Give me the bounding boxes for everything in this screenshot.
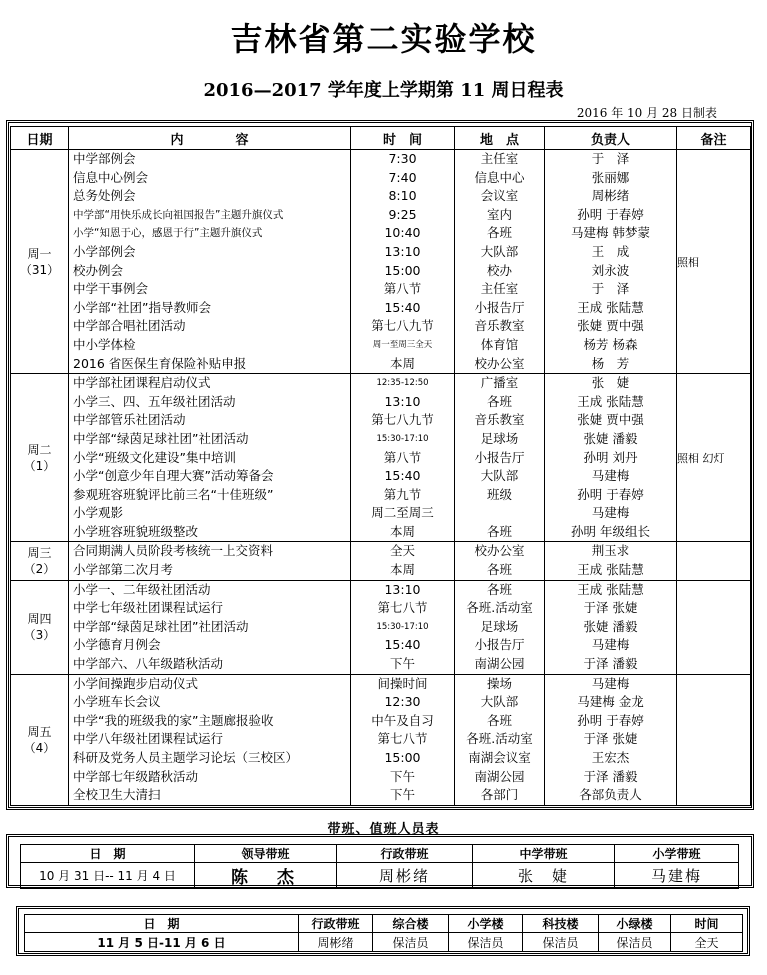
entry-person: 王成 张陆慧 [577,581,644,597]
entry-content: 中小学体检 [73,336,136,352]
weekend-header-tech-building: 科技楼 [523,915,599,933]
day-note: 照相 [677,150,751,374]
entry-person: 马建梅 韩梦蒙 [571,225,650,241]
entry-time: 15:00 [384,750,421,765]
day-note [677,580,751,674]
day-cell [11,542,69,580]
weekend-table [24,914,743,952]
entry-time: 全天 [389,543,415,559]
entry-place: 各部门 [480,787,519,803]
entry-time: 第八节 [383,449,422,465]
entry-person: 王宏杰 [591,750,630,765]
entry-place: 音乐教室 [474,412,525,428]
entry-person: 张丽娜 [591,169,630,185]
entry-person: 于泽 潘毅 [583,656,638,672]
duty-middle: 张 婕 [473,863,615,889]
entry-content: 小学班车长会议 [73,694,161,710]
column-time [351,580,455,674]
entry-time: 周二至周三 [371,505,434,521]
schedule-subtitle: 2016—2017 学年度上学期第 11 周日程表 [203,80,564,101]
entry-content: 中学部六、八年级踏秋活动 [73,656,224,672]
entry-time: 第九节 [383,486,422,502]
entry-time: 下午 [389,787,415,803]
day-date: （3） [23,628,56,643]
entry-content: 参观班容班貌评比前三名“十佳班级” [73,486,274,502]
entry-place: 校办公室 [474,543,525,559]
entry-place: 足球场 [480,618,519,634]
entry-content: 中学部社团课程启动仪式 [73,375,211,391]
entry-place: 信息中心 [474,169,525,185]
entry-content: 小学部第二次月考 [73,562,174,578]
entry-person: 各部负责人 [579,787,642,803]
duty-header-date: 日 期 [21,845,195,863]
day-name: 周三 [27,546,52,561]
weekend-time: 全天 [671,933,743,952]
day-cell [11,150,69,374]
entry-person: 王成 张陆慧 [577,299,644,315]
entry-content: 信息中心例会 [73,169,149,185]
entry-person: 于泽 潘毅 [583,768,638,784]
column-time [351,542,455,580]
entry-person: 于泽 张婕 [583,600,638,616]
column-content [69,580,351,674]
weekend-header-primary-building: 小学楼 [449,915,523,933]
column-content [69,150,351,374]
header-place: 地 点 [455,127,545,150]
entry-content: 中学部管乐社团活动 [73,412,186,428]
weekend-header-date: 日 期 [25,915,299,933]
entry-place: 音乐教室 [474,318,525,334]
entry-time: 10:40 [384,225,421,241]
entry-time: 7:30 [388,151,417,166]
day-date: （1） [23,458,56,473]
schedule-table [10,126,751,806]
entry-person: 张婕 贾中强 [577,412,644,428]
entry-time: 第七八九节 [371,318,434,334]
entry-content: 中学“我的班级我的家”主题廊报验收 [73,712,274,728]
duty-header-leader: 领导带班 [195,845,337,863]
column-place [455,542,545,580]
entry-time: 第七八节 [377,731,428,747]
entry-content: 中学部七年级踏秋活动 [73,768,199,784]
duty-table [20,844,739,889]
column-time [351,150,455,374]
entry-content: 小学德育月例会 [73,637,161,653]
entry-person: 于泽 张婕 [583,731,638,747]
duty-value-row [21,863,739,889]
day-note: 照相 幻灯 [677,374,751,542]
entry-time: 12:30 [384,694,421,710]
column-time [351,674,455,805]
weekend-header-complex: 综合楼 [373,915,449,933]
entry-content: 总务处例会 [73,188,136,204]
entry-place: 小报告厅 [474,637,525,653]
entry-person: 马建梅 [591,505,630,521]
header-person: 负责人 [545,127,677,150]
entry-place: 大队部 [480,694,519,710]
weekend-admin: 周彬绪 [299,933,373,952]
schedule-header-row [11,127,751,150]
entry-person: 王成 张陆慧 [577,562,644,578]
entry-content: 小学部“社团”指导教师会 [73,299,211,315]
entry-person: 刘永波 [591,262,630,278]
entry-time: 第七八节 [377,600,428,616]
entry-content: 中学部例会 [73,151,136,166]
entry-place: 班级 [486,486,512,502]
entry-time: 间操时间 [377,675,428,691]
entry-place: 主任室 [480,151,519,166]
entry-person: 孙明 于春婷 [577,486,644,502]
entry-place: 各班.活动室 [466,731,533,747]
column-place [455,674,545,805]
entry-time: 第八节 [383,281,422,297]
entry-time: 15:30-17:10 [376,433,429,444]
day-note [677,674,751,805]
weekend-header-time: 时间 [671,915,743,933]
day-cell [11,674,69,805]
entry-content: 中学部合唱社团活动 [73,318,186,334]
entry-place: 体育馆 [480,336,519,352]
day-date: （31） [19,262,60,277]
entry-person: 周彬绪 [591,188,630,204]
day-row [11,374,751,542]
duty-leader: 陈 杰 [195,863,337,889]
duty-header-primary: 小学带班 [615,845,739,863]
entry-content: 中学干事例会 [73,281,149,297]
column-person [545,674,677,805]
entry-content: 中学部“绿茵足球社团”社团活动 [73,618,249,634]
entry-content: 小学三、四、五年级社团活动 [73,393,236,409]
entry-place: 各班 [486,225,512,241]
entry-person: 马建梅 金龙 [577,694,644,710]
duty-header-middle: 中学带班 [473,845,615,863]
schedule-body [11,150,751,806]
day-name: 周一 [27,246,52,261]
entry-time: 本周 [389,355,415,371]
entry-place: 小报告厅 [474,449,525,465]
entry-person: 马建梅 [591,675,630,691]
entry-time: 13:10 [384,581,421,597]
entry-content: 中学部“绿茵足球社团”社团活动 [73,430,249,446]
entry-place: 各班 [486,562,512,578]
entry-person: 孙明 刘丹 [583,449,638,465]
day-row [11,674,751,805]
entry-place: 会议室 [480,188,519,204]
entry-content: 小学“知恩于心，感恩于行”主题升旗仪式 [73,227,263,240]
entry-content: 小学部例会 [73,243,136,259]
entry-person: 杨 芳 [591,355,630,371]
entry-place: 各班.活动室 [466,600,533,616]
column-place [455,580,545,674]
entry-content: 2016 省医保生育保险补贴申报 [73,355,247,371]
column-content [69,374,351,542]
entry-person: 孙明 于春婷 [577,206,644,222]
entry-time: 本周 [389,523,415,539]
entry-time: 15:30-17:10 [376,621,429,632]
entry-person: 马建梅 [591,468,630,484]
entry-place: 大队部 [480,243,519,259]
day-cell [11,580,69,674]
entry-time: 第七八九节 [371,412,434,428]
duty-date: 10 月 31 日-- 11 月 4 日 [21,863,195,889]
entry-place: 室内 [486,206,512,222]
day-cell [11,374,69,542]
entry-content: 全校卫生大清扫 [73,787,161,803]
entry-person: 张婕 潘毅 [583,430,638,446]
day-name: 周五 [27,724,52,739]
entry-place: 各班 [486,581,512,597]
weekend-primary-building: 保洁员 [449,933,523,952]
day-name: 周二 [27,442,52,457]
entry-time: 12:35-12:50 [376,378,429,389]
entry-place [455,504,544,523]
day-date: （2） [23,562,56,577]
entry-time: 9:25 [388,206,417,222]
weekend-green-building: 保洁员 [599,933,671,952]
entry-person: 王成 张陆慧 [577,393,644,409]
school-title: 吉林省第二实验学校 [230,20,537,58]
column-person [545,150,677,374]
day-name: 周四 [27,612,52,627]
entry-time: 15:00 [384,262,421,278]
entry-person: 张婕 贾中强 [577,318,644,334]
header-time: 时 间 [351,127,455,150]
entry-place: 各班 [486,523,512,539]
entry-content: 中学部“用快乐成长向祖国报告”主题升旗仪式 [73,208,284,221]
header-content: 内 容 [69,127,351,150]
entry-time: 15:40 [384,637,421,653]
header-day: 日期 [11,127,69,150]
entry-content: 小学班容班貌班级整改 [73,523,199,539]
entry-time: 7:40 [388,169,417,185]
weekend-date: 11 月 5 日-11 月 6 日 [25,933,299,952]
entry-person: 于 泽 [591,151,630,166]
day-date: （4） [23,740,56,755]
column-person [545,542,677,580]
entry-person: 杨芳 杨森 [583,336,638,352]
entry-content: 小学间操跑步启动仪式 [73,675,199,691]
entry-place: 南湖会议室 [468,750,531,765]
weekend-complex: 保洁员 [373,933,449,952]
column-place [455,150,545,374]
entry-content: 中学八年级社团课程试运行 [73,731,224,747]
column-person [545,374,677,542]
entry-place: 校办公室 [474,355,525,371]
duty-admin: 周彬绪 [337,863,473,889]
duty-header-row [21,845,739,863]
weekend-header-admin: 行政带班 [299,915,373,933]
weekend-header-green-building: 小绿楼 [599,915,671,933]
entry-time: 中午及自习 [371,712,434,728]
entry-place: 操场 [486,675,512,691]
entry-place: 校办 [486,262,512,278]
entry-time: 15:40 [384,299,421,315]
column-time [351,374,455,542]
weekend-tech-building: 保洁员 [523,933,599,952]
duty-primary: 马建梅 [615,863,739,889]
entry-time: 本周 [389,562,415,578]
entry-place: 各班 [486,393,512,409]
entry-person: 张 婕 [591,375,630,391]
entry-time: 周一至周三全天 [372,339,433,350]
entry-place: 广播室 [480,375,519,391]
entry-time: 13:10 [384,243,421,259]
column-content [69,674,351,805]
duty-header-admin: 行政带班 [337,845,473,863]
entry-content: 校办例会 [73,262,124,278]
entry-place: 各班 [486,712,512,728]
weekend-header-row [25,915,743,933]
entry-time: 13:10 [384,393,421,409]
entry-person: 于 泽 [591,281,630,297]
entry-person: 马建梅 [591,637,630,653]
entry-place: 南湖公园 [474,656,525,672]
column-content [69,542,351,580]
weekend-value-row [25,933,743,952]
day-note [677,542,751,580]
entry-place: 足球场 [480,430,519,446]
entry-content: 小学“班级文化建设”集中培训 [73,449,236,465]
entry-content: 科研及党务人员主题学习论坛（三校区） [73,750,299,765]
entry-person: 孙明 于春婷 [577,712,644,728]
entry-place: 小报告厅 [474,299,525,315]
entry-time: 下午 [389,768,415,784]
entry-content: 小学一、二年级社团活动 [73,581,211,597]
entry-content: 合同期满人员阶段考核统一上交资料 [73,543,274,559]
header-note: 备注 [677,127,751,150]
entry-time: 下午 [389,656,415,672]
day-row [11,580,751,674]
column-person [545,580,677,674]
entry-content: 小学“创意少年自理大赛”活动筹备会 [73,468,274,484]
made-date: 2016 年 10 月 28 日制表 [576,106,717,120]
column-place [455,374,545,542]
entry-content: 中学七年级社团课程试运行 [73,600,224,616]
day-row [11,542,751,580]
entry-person: 王 成 [591,243,630,259]
entry-person: 孙明 年级组长 [571,523,650,539]
entry-place: 南湖公园 [474,768,525,784]
entry-time: 15:40 [384,468,421,484]
entry-person: 荆玉求 [591,543,630,559]
entry-time: 8:10 [388,188,417,204]
day-row [11,150,751,374]
duty-title: 带班、值班人员表 [327,822,440,837]
entry-place: 大队部 [480,468,519,484]
entry-place: 主任室 [480,281,519,297]
entry-content: 小学观影 [73,505,124,521]
entry-person: 张婕 潘毅 [583,618,638,634]
